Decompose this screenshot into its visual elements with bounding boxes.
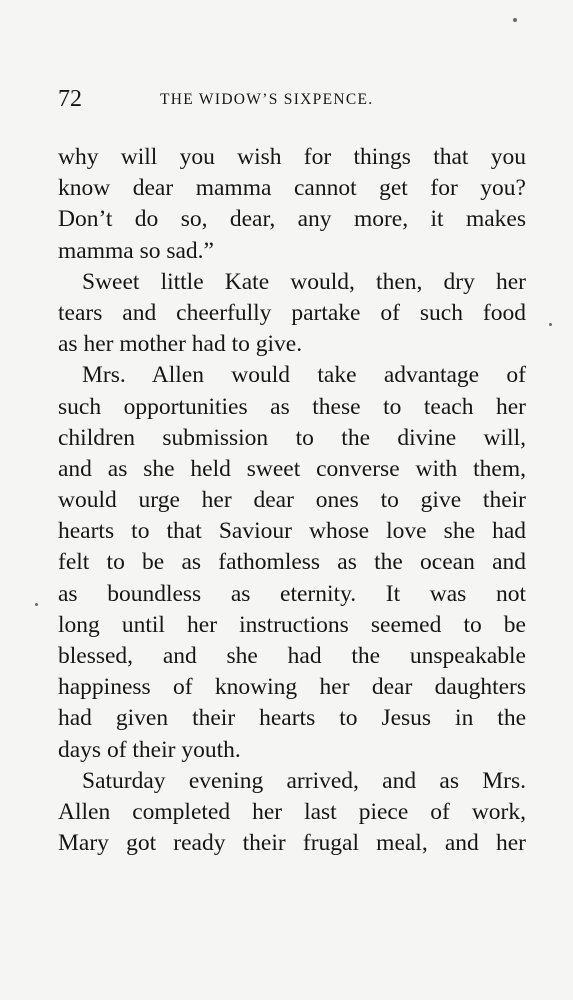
text-line: had given their hearts to Jesus in the <box>58 705 526 732</box>
text-line: as her mother had to give. <box>58 331 303 358</box>
text-line: Mrs. Allen would take advantage of <box>82 362 526 389</box>
text-line: mamma so sad.” <box>58 237 214 264</box>
text-line: days of their youth. <box>58 736 241 763</box>
text-line: Don’t do so, dear, any more, it makes <box>58 206 526 233</box>
text-line: blessed, and she had the unspeakable <box>58 643 526 669</box>
text-line: felt to be as fathomless as the ocean and <box>58 549 526 576</box>
text-line: such opportunities as these to teach her <box>58 393 526 420</box>
text-line: would urge her dear ones to give their <box>58 487 526 514</box>
text-line: children submission to the divine will, <box>58 424 526 451</box>
text-line: Saturday evening arrived, and as Mrs. <box>82 767 526 794</box>
running-title: THE WIDOW’S SIXPENCE. <box>160 91 374 108</box>
ink-speck <box>35 603 38 606</box>
ink-speck <box>513 18 517 22</box>
text-line: happiness of knowing her dear daughters <box>58 674 526 701</box>
ink-speck <box>549 323 552 326</box>
text-line: know dear mamma cannot get for you? <box>58 175 526 202</box>
text-line: as boundless as eternity. It was not <box>58 580 526 607</box>
text-line: and as she held sweet converse with them, <box>58 455 526 482</box>
body-text <box>58 142 526 859</box>
page-number: 72 <box>58 86 82 112</box>
page-header <box>58 84 528 114</box>
text-line: tears and cheerfully partake of such food <box>58 299 526 326</box>
text-line: Mary got ready their frugal meal, and her <box>58 830 526 857</box>
text-line: why will you wish for things that you <box>58 144 526 170</box>
text-line: Sweet little Kate would, then, dry her <box>82 268 526 295</box>
text-line: hearts to that Saviour whose love she had <box>58 518 526 545</box>
text-line: long until her instructions seemed to be <box>58 611 526 638</box>
text-line: Allen completed her last piece of work, <box>58 798 526 825</box>
